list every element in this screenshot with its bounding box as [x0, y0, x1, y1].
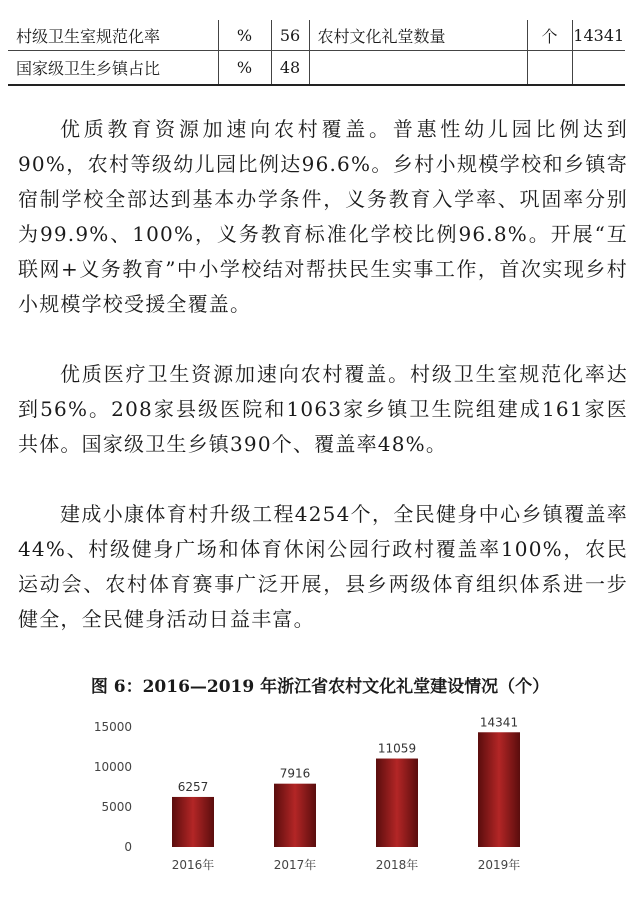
- data-label: 6257: [177, 779, 209, 794]
- bar: [478, 732, 520, 847]
- indicator-table: [8, 20, 625, 86]
- data-label: 14341: [479, 715, 519, 730]
- figure-caption: 图 6：2016—2019 年浙江省农村文化礼堂建设情况（个）: [90, 677, 550, 697]
- table-cell: %: [218, 20, 271, 51]
- bar: [376, 759, 418, 847]
- table-cell: 48: [271, 51, 309, 86]
- table-cell: 村级卫生室规范化率: [8, 20, 218, 51]
- x-tick-label: 2016年: [171, 858, 215, 872]
- bar-chart: [80, 712, 560, 882]
- data-label: 11059: [377, 741, 417, 756]
- data-label: 7916: [279, 766, 311, 781]
- table-cell: [309, 51, 527, 86]
- table-cell: 14341: [572, 20, 625, 51]
- table-cell: 56: [271, 20, 309, 51]
- table-cell: [527, 51, 572, 86]
- table-row: [8, 51, 625, 86]
- table-cell: 个: [527, 20, 572, 51]
- table-cell: 农村文化礼堂数量: [309, 20, 527, 51]
- bar: [172, 797, 214, 847]
- paragraph-sports: 建成小康体育村升级工程4254个，全民健身中心乡镇覆盖率44%、村级健身广场和体育休闲公园行政村覆盖率100%，农民运动会、农村体育赛事广泛开展，县乡两级体育组织体系进一步健全，全民健身活动日益丰富。: [18, 502, 628, 631]
- x-tick-label: 2017年: [273, 858, 317, 872]
- x-tick-label: 2018年: [375, 858, 419, 872]
- table-cell: 国家级卫生乡镇占比: [8, 51, 218, 86]
- table-cell: %: [218, 51, 271, 86]
- y-tick-label: 5000: [101, 800, 132, 814]
- paragraph-education: 优质教育资源加速向农村覆盖。普惠性幼儿园比例达到90%，农村等级幼儿园比例达96.6%。乡村小规模学校和乡镇寄宿制学校全部达到基本办学条件，义务教育入学率、巩固率分别为99.9%、100%，义务教育标准化学校比例96.8%。开展“互联网+义务教育”中小学校结对帮扶民生实事工作，首次实现乡村小规模学校受援全覆盖。: [18, 117, 628, 316]
- y-tick-label: 15000: [93, 720, 132, 734]
- bar: [274, 784, 316, 847]
- table-row: [8, 20, 625, 51]
- x-tick-label: 2019年: [477, 858, 521, 872]
- y-tick-label: 0: [124, 840, 132, 854]
- paragraph-healthcare: 优质医疗卫生资源加速向农村覆盖。村级卫生室规范化率达到56%。208家县级医院和1063家乡镇卫生院组建成161家医共体。国家级卫生乡镇390个、覆盖率48%。: [18, 362, 628, 456]
- y-tick-label: 10000: [93, 760, 132, 774]
- table-cell: [572, 51, 625, 86]
